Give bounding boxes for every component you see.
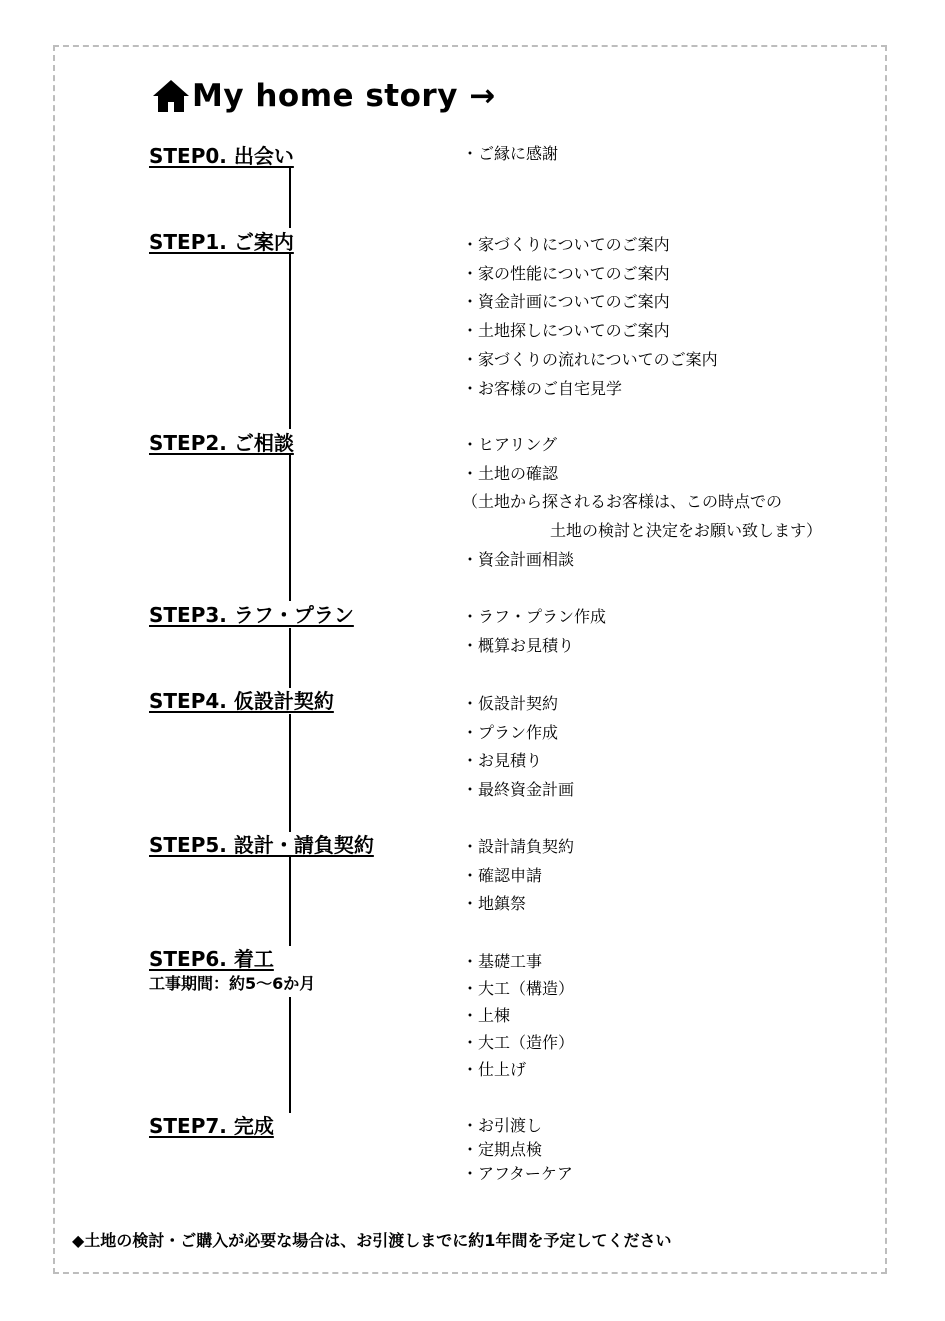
step-title: STEP7. 完成 (149, 1114, 274, 1138)
house-icon (152, 79, 190, 113)
step-item: ・お見積り (462, 751, 543, 771)
step-item: ・プラン作成 (462, 722, 559, 742)
step-items (462, 690, 574, 805)
step-items (462, 833, 574, 919)
timeline-line (289, 168, 291, 228)
step-items (462, 144, 558, 164)
step-item: ・家づくりの流れについてのご案内 (462, 349, 718, 369)
step-title: STEP3. ラフ・プラン (149, 603, 354, 627)
step-item: ・アフターケア (462, 1164, 573, 1183)
step-item: ・仕上げ (462, 1060, 527, 1079)
step-item: ・概算お見積り (462, 635, 575, 655)
step-item: ・基礎工事 (462, 952, 543, 971)
step-item: ・大工（造作） (462, 1033, 575, 1052)
title-text: My home story → (192, 78, 496, 114)
step-title: STEP1. ご案内 (149, 230, 294, 254)
step-item: ・上棟 (462, 1006, 511, 1025)
step-item: ・ヒアリング (462, 435, 558, 454)
step-item: 土地の検討と決定をお願い致します） (550, 521, 823, 541)
step-item: ・定期点検 (462, 1140, 543, 1159)
step-items (462, 1114, 573, 1186)
step-title: STEP4. 仮設計契約 (149, 689, 334, 713)
step-items (462, 231, 718, 403)
step-item: ・確認申請 (462, 865, 543, 885)
step-title: STEP0. 出会い (149, 144, 294, 168)
step-title: STEP6. 着工 (149, 947, 274, 971)
step-item: ・大工（構造） (462, 979, 575, 998)
construction-period: 工事期間：約5～6か月 (149, 974, 316, 993)
step-items (462, 431, 822, 575)
step-item: ・ラフ・プラン作成 (462, 607, 607, 626)
step-item: ・土地探しについてのご案内 (462, 321, 670, 341)
step-title: STEP2. ご相談 (149, 431, 294, 455)
timeline-line (289, 997, 291, 1113)
timeline-line (289, 857, 291, 946)
step-title: STEP5. 設計・請負契約 (149, 833, 374, 857)
step-item: ・設計請負契約 (462, 837, 575, 856)
step-item: ・家の性能についてのご案内 (462, 263, 670, 283)
step-item: ・仮設計契約 (462, 694, 559, 713)
timeline-line (289, 628, 291, 688)
step-item: ・資金計画相談 (462, 549, 575, 569)
timeline-line (289, 455, 291, 601)
step-item: ・お引渡し (462, 1116, 543, 1135)
page-title (152, 74, 496, 118)
step-item: ・土地の確認 (462, 463, 559, 483)
step-item: ・最終資金計画 (462, 780, 575, 800)
step-item: （土地から探されるお客様は、この時点での (462, 492, 783, 512)
step-item: ・家づくりについてのご案内 (462, 235, 670, 254)
step-items (462, 948, 574, 1083)
step-item: ・地鎮祭 (462, 894, 527, 914)
timeline-line (289, 254, 291, 429)
footer-note: ◆土地の検討・ご購入が必要な場合は、お引渡しまでに約1年間を予定してください (72, 1231, 672, 1250)
timeline-line (289, 714, 291, 832)
step-item: ・資金計画についてのご案内 (462, 292, 670, 312)
step-items (462, 603, 606, 660)
step-item: ・ご縁に感謝 (462, 144, 559, 163)
step-item: ・お客様のご自宅見学 (462, 378, 623, 398)
